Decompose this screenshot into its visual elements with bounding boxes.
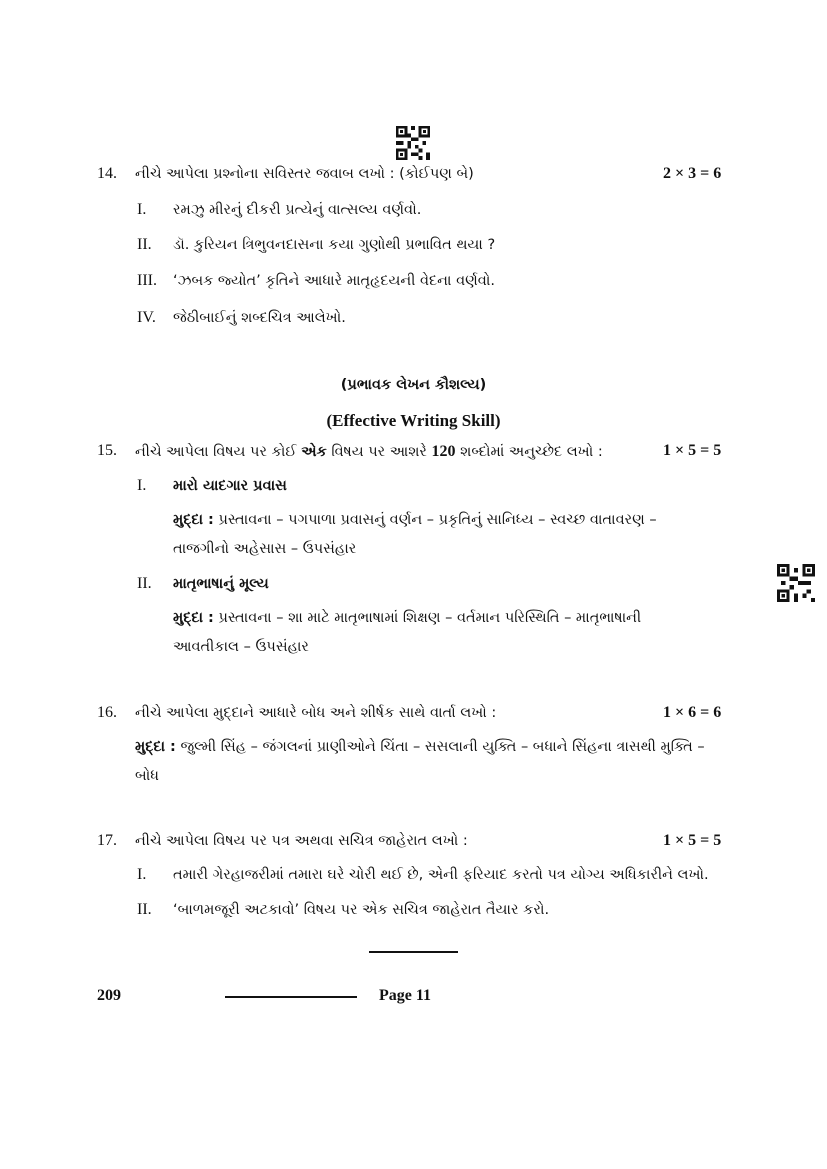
topic-points: મુદ્દા : પ્રસ્તાવના – શા માટે માતૃભાષામાં શિક્ષણ – વર્તમાન પરિસ્થિતિ – માતૃભાષાની bbox=[173, 610, 642, 626]
question-text: નીચે આપેલા વિષય પર કોઈ એક વિષય પર આશરે 120 શબ્દોમાં અનુચ્છેદ લખો : bbox=[135, 443, 603, 460]
subitem-text: રમઝુ મીરનું દીકરી પ્રત્યેનું વાત્સલ્ય વર્ણવો. bbox=[173, 202, 422, 218]
question-number: 17. bbox=[97, 832, 117, 849]
question-marks: 2 × 3 = 6 bbox=[663, 165, 722, 182]
question-number: 16. bbox=[97, 704, 117, 721]
page-number: Page 11 bbox=[379, 987, 431, 1004]
topic-title: માતૃભાષાનું મૂલ્ય bbox=[173, 576, 269, 592]
subitem-text: ‘બાળમજૂરી અટકાવો’ વિષય પર એક સચિત્ર જાહેરાત તૈયાર કરો. bbox=[173, 902, 550, 918]
qr-code-icon-side bbox=[777, 564, 815, 602]
topic-title: મારો યાદગાર પ્રવાસ bbox=[173, 478, 287, 494]
section-title-english: (Effective Writing Skill) bbox=[326, 411, 501, 430]
question-marks: 1 × 5 = 5 bbox=[663, 442, 722, 459]
question-text: નીચે આપેલા વિષય પર પત્ર અથવા સચિત્ર જાહેરાત લખો : bbox=[135, 833, 468, 849]
subitem-number: II. bbox=[137, 575, 152, 592]
subitem-number: III. bbox=[137, 272, 157, 289]
question-number: 15. bbox=[97, 442, 117, 459]
section-title-gujarati: (પ્રભાવક લેખન કૌશલ્ય) bbox=[340, 377, 487, 393]
topic-points-continued: તાજગીનો અહેસાસ – ઉપસંહાર bbox=[173, 541, 357, 557]
story-points-continued: બોધ bbox=[135, 768, 159, 784]
subitem-number: II. bbox=[137, 236, 152, 253]
end-divider bbox=[369, 951, 458, 953]
footer-divider bbox=[225, 996, 357, 998]
topic-points: મુદ્દા : પ્રસ્તાવના – પગપાળા પ્રવાસનું વર્ણન – પ્રકૃતિનું સાનિધ્ય – સ્વચ્છ વાતાવરણ – bbox=[173, 512, 657, 528]
subitem-number: I. bbox=[137, 201, 147, 218]
question-marks: 1 × 6 = 6 bbox=[663, 704, 722, 721]
qr-code-icon-top bbox=[395, 126, 431, 160]
paper-code: 209 bbox=[97, 987, 121, 1004]
story-points: મુદ્દા : જુલ્મી સિંહ – જંગલનાં પ્રાણીઓને ચિંતા – સસલાની યુક્તિ – બધાને સિંહના ત્રાસથી મુક્તિ – bbox=[135, 739, 705, 755]
question-text: નીચે આપેલા પ્રશ્નોના સવિસ્તર જવાબ લખો : (કોઈપણ બે) bbox=[135, 166, 474, 182]
question-number: 14. bbox=[97, 165, 117, 182]
subitem-number: IV. bbox=[137, 309, 156, 326]
subitem-text: જેઠીબાઈનું શબ્દચિત્ર આલેખો. bbox=[173, 310, 346, 326]
subitem-text: ‘ઝબક જ્યોત’ કૃતિને આધારે માતૃહૃદયની વેદના વર્ણવો. bbox=[173, 273, 496, 289]
subitem-number: I. bbox=[137, 866, 147, 883]
subitem-text: ડૉ. કુરિયન ત્રિભુવનદાસના કયા ગુણોથી પ્રભાવિત થયા ? bbox=[173, 237, 496, 253]
subitem-number: II. bbox=[137, 901, 152, 918]
subitem-text: તમારી ગેરહાજરીમાં તમારા ઘરે ચોરી થઈ છે, એની ફરિયાદ કરતો પત્ર યોગ્ય અધિકારીને લખો. bbox=[173, 867, 709, 883]
topic-points-continued: આવતીકાલ – ઉપસંહાર bbox=[173, 639, 309, 655]
subitem-number: I. bbox=[137, 477, 147, 494]
question-marks: 1 × 5 = 5 bbox=[663, 832, 722, 849]
question-text: નીચે આપેલા મુદ્દાને આધારે બોધ અને શીર્ષક સાથે વાર્તા લખો : bbox=[135, 705, 497, 721]
